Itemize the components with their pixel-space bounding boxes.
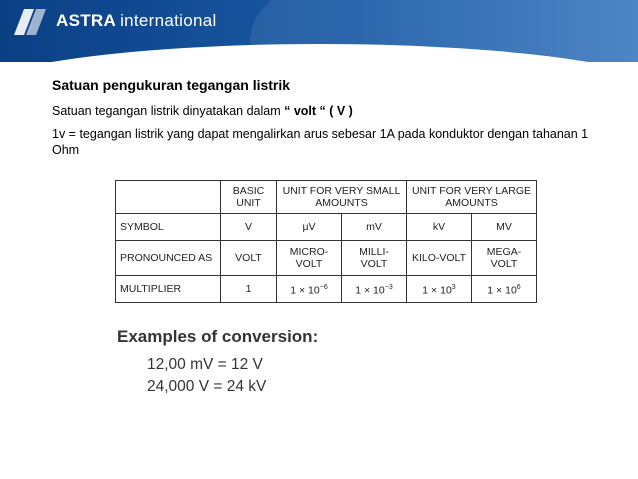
multiplier-exponent: 3 xyxy=(451,283,456,291)
table-cell: MEGA-VOLT xyxy=(472,241,537,276)
row-label: SYMBOL xyxy=(116,214,221,241)
brand-name xyxy=(56,11,217,31)
table-cell: μV xyxy=(277,214,342,241)
row-label: PRONOUNCED AS xyxy=(116,241,221,276)
table-cell xyxy=(221,276,277,303)
header-small-units: UNIT FOR VERY SMALL AMOUNTS xyxy=(277,181,407,214)
multiplier-exponent: −6 xyxy=(319,283,328,291)
table-corner xyxy=(116,181,221,214)
examples-title: Examples of conversion: xyxy=(117,327,319,346)
body-line-1 xyxy=(52,103,353,119)
multiplier-base: 1 × 10 xyxy=(487,284,517,297)
table-cell xyxy=(342,276,407,303)
table-cell: kV xyxy=(407,214,472,241)
table-cell xyxy=(407,276,472,303)
brand-light: international xyxy=(120,11,217,30)
multiplier-base: 1 × 10 xyxy=(290,284,320,297)
header-basic-unit: BASIC UNIT xyxy=(221,181,277,214)
table-cell xyxy=(472,276,537,303)
table-cell: VOLT xyxy=(221,241,277,276)
astra-logo-icon xyxy=(14,9,48,35)
row-label: MULTIPLIER xyxy=(116,276,221,303)
example-line: 12,00 mV = 12 V xyxy=(147,356,263,373)
body-line-1-unit: “ volt “ ( V ) xyxy=(284,104,353,118)
table-cell: MILLI-VOLT xyxy=(342,241,407,276)
body-line-1-text: Satuan tegangan listrik dinyatakan dalam xyxy=(52,104,285,118)
header-large-units: UNIT FOR VERY LARGE AMOUNTS xyxy=(407,181,537,214)
table-cell: mV xyxy=(342,214,407,241)
table-row xyxy=(116,214,537,241)
body-line-2: 1v = tegangan listrik yang dapat mengalirkan arus sebesar 1A pada konduktor dengan tahanan 1 Ohm xyxy=(52,127,589,157)
multiplier-exponent: 6 xyxy=(516,283,521,291)
multiplier-base: 1 xyxy=(245,283,252,295)
slide-title: Satuan pengukuran tegangan listrik xyxy=(52,77,291,93)
multiplier-base: 1 × 10 xyxy=(355,284,385,297)
table-cell: KILO-VOLT xyxy=(407,241,472,276)
table-cell xyxy=(277,276,342,303)
table-cell: MV xyxy=(472,214,537,241)
brand-bold: ASTRA xyxy=(56,11,117,30)
unit-table xyxy=(115,180,537,303)
table-cell: V xyxy=(221,214,277,241)
table-row xyxy=(116,241,537,276)
example-line: 24,000 V = 24 kV xyxy=(147,378,267,395)
table-row xyxy=(116,276,537,303)
header-banner xyxy=(0,0,638,62)
table-cell: MICRO-VOLT xyxy=(277,241,342,276)
multiplier-exponent: −3 xyxy=(384,283,393,291)
multiplier-base: 1 × 10 xyxy=(422,284,452,297)
